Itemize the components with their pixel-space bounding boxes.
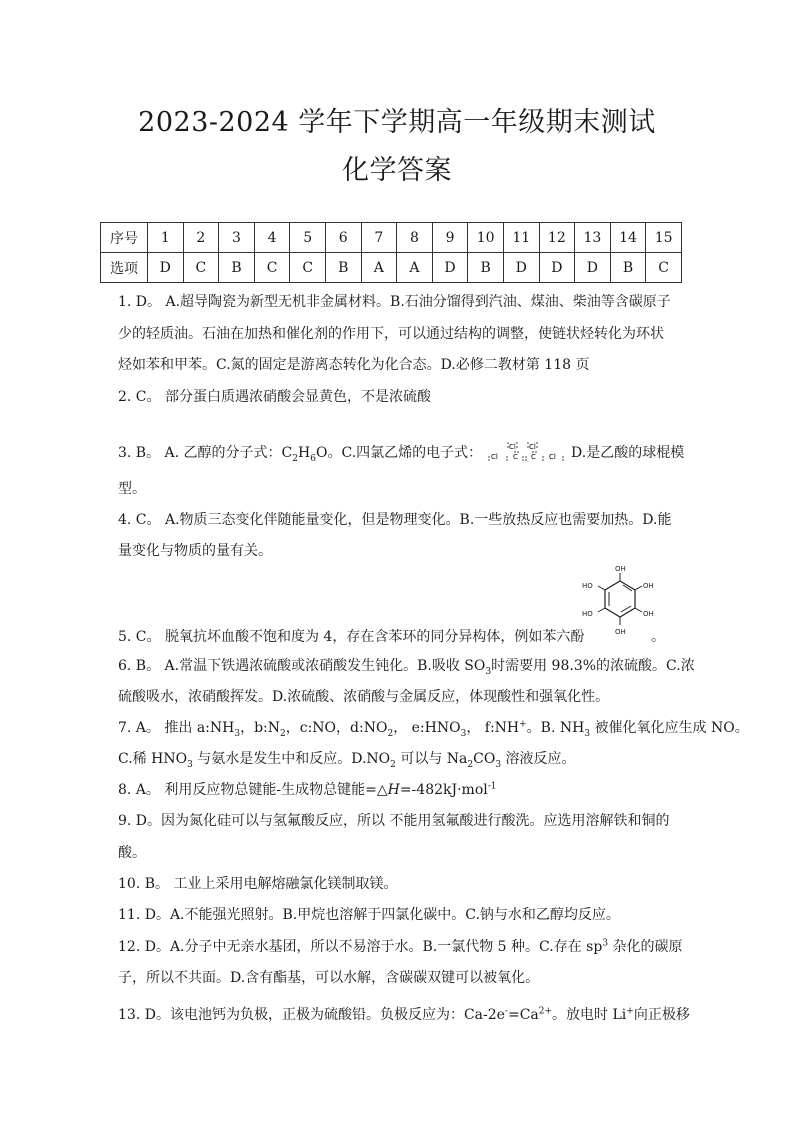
number-row (101, 223, 682, 253)
oh-label: OH (643, 582, 654, 590)
text-span: C.稀 HNO (118, 751, 188, 767)
answer-text-line: 烃如苯和甲苯。C.氮的固定是游离态转化为化合态。D.必修二教材第 118 页 (118, 357, 590, 373)
answer-table (100, 222, 682, 283)
text-span: 时需要用 98.3%的浓硫酸。C.浓 (491, 658, 695, 674)
answer-text-line: 量变化与物质的量有关。 (118, 543, 272, 559)
table-cell: D (575, 253, 611, 283)
text-span: 。B. NH (526, 720, 585, 736)
text-span: D.是乙酸的球棍模 (571, 445, 685, 461)
table-cell: 12 (539, 223, 575, 253)
answer-text-line (118, 626, 584, 646)
table-cell: 9 (432, 223, 468, 253)
italic-symbol: H (387, 782, 400, 798)
tetrachloroethylene-electron-formula (487, 441, 567, 465)
text-span: O。C.四氯乙烯的电子式： (315, 445, 483, 461)
text-span: 被催化氧化应生成 NO。 (590, 720, 749, 736)
text-span: 与氨水是发生中和反应。D.NO (192, 751, 391, 767)
superscript: - (504, 1006, 508, 1017)
table-cell: 10 (468, 223, 504, 253)
superscript: -1 (487, 781, 497, 792)
text-span: 向正极移 (633, 1007, 690, 1023)
answer-text-line (118, 779, 497, 799)
answer-text-line (118, 936, 683, 956)
subscript: 3 (187, 759, 193, 770)
table-cell: A (397, 253, 433, 283)
answer-text-line (118, 1004, 690, 1024)
lewis-cl: Cl (528, 443, 536, 451)
answer-text-line: 11. D。A.不能强光照射。B.甲烷也溶解于四氯化碳中。C.钠与水和乙醇均反应。 (118, 907, 620, 923)
table-cell: 2 (183, 223, 219, 253)
page-title: 2023-2024 学年下学期高一年级期末测试 (138, 107, 656, 138)
subscript: 2 (390, 759, 396, 770)
table-cell: B (219, 253, 255, 283)
answer-text-line: 2. C。 部分蛋白质遇浓硝酸会显黄色，不是浓硫酸 (118, 389, 431, 405)
oh-label: OH (643, 610, 654, 618)
subscript: 2 (280, 728, 286, 739)
subscript: 3 (485, 666, 492, 677)
table-cell: 11 (503, 223, 539, 253)
table-cell: 14 (610, 223, 646, 253)
table-cell: 6 (325, 223, 361, 253)
oh-label: OH (615, 628, 626, 636)
table-cell: C (290, 253, 326, 283)
table-cell: D (503, 253, 539, 283)
answer-text-line: 少的轻质油。石油在加热和催化剂的作用下，可以通过结构的调整，使链状烃转化为环状 (118, 326, 664, 342)
subscript: 3 (460, 728, 467, 739)
answer-text-line: 4. C。 A.物质三态变化伴随能量变化，但是物理变化。B.一些放热反应也需要加热。D.能 (118, 512, 672, 528)
table-cell: A (361, 253, 397, 283)
superscript: + (626, 1006, 634, 1017)
text-span: ， f:NH (466, 720, 520, 736)
text-span: ， e:HNO (393, 720, 461, 736)
lewis-c: C (530, 453, 536, 461)
text-span: 溶液反应。 (501, 751, 576, 767)
table-cell: 8 (397, 223, 433, 253)
subscript: 2 (467, 759, 474, 770)
table-cell: C (646, 253, 682, 283)
subscript: 3 (234, 728, 241, 739)
table-cell: 5 (290, 223, 326, 253)
answer-text-line (118, 748, 576, 770)
page-subtitle: 化学答案 (342, 155, 452, 186)
text-span: ，c:NO，d:NO (285, 720, 388, 736)
superscript: 3 (602, 938, 609, 949)
text-span: 杂化的碳原 (608, 939, 683, 955)
table-cell: 3 (219, 223, 255, 253)
text-span: 7. A。 推出 a:NH (118, 720, 235, 736)
answer-text-line: 型。 (118, 481, 146, 497)
lewis-cl: Cl (548, 453, 556, 461)
superscript: + (519, 719, 527, 730)
ho-label: HO (582, 610, 593, 618)
subscript: 2 (387, 728, 394, 739)
answer-text-line (118, 655, 695, 677)
table-cell: D (148, 253, 184, 283)
subscript: 2 (292, 453, 299, 464)
answer-text-line: 子，所以不共面。D.含有酯基，可以水解，含碳碳双键可以被氧化。 (118, 970, 540, 986)
table-cell: 7 (361, 223, 397, 253)
answer-text-line: 9. D。因为氮化硅可以与氢氟酸反应，所以 不能用氢氟酸进行酸洗。应选用溶解铁和铜的 (118, 813, 670, 829)
sentence-end-mark: 。 (651, 629, 665, 645)
text-span: 。放电时 Li (552, 1007, 627, 1023)
subscript: 6 (310, 453, 316, 464)
text-span: 13. D。该电池钙为负极，正极为硫酸铅。负极反应为：Ca-2e (118, 1007, 505, 1023)
text-span: =Ca (507, 1007, 539, 1023)
ho-label: HO (582, 582, 593, 590)
text-span: 5. C。 脱氧抗坏血酸不饱和度为 4，存在含苯环的同分异构体，例如苯六酚 (118, 629, 585, 645)
lewis-cl: Cl (490, 453, 498, 461)
table-cell: 13 (575, 223, 611, 253)
answer-text-line: 10. B。 工业上采用电解熔融氯化镁制取镁。 (118, 876, 398, 892)
table-cell: B (325, 253, 361, 283)
subscript: 3 (584, 728, 591, 739)
oh-label: OH (615, 565, 626, 573)
answer-row (101, 253, 682, 283)
text-span: 8. A。 利用反应物总键能-生成物总键能=△ (118, 782, 388, 798)
lewis-c: C (512, 453, 518, 461)
table-cell: C (254, 253, 290, 283)
superscript: 2+ (538, 1006, 553, 1017)
table-cell: B (468, 253, 504, 283)
text-span: 12. D。A.分子中无亲水基团，所以不易溶于水。B.一氯代物 5 种。C.存在 sp (118, 939, 603, 955)
lewis-cl: Cl (508, 443, 516, 451)
answer-text-line: 酸。 (118, 845, 146, 861)
table-cell: C (183, 253, 219, 283)
text-span: 可以与 Na (395, 751, 468, 767)
text-span: CO (473, 751, 496, 767)
text-span: ，b:N (240, 720, 281, 736)
number-row-label: 序号 (101, 223, 148, 253)
answer-row-label: 选项 (101, 253, 148, 283)
text-span: H (298, 445, 311, 461)
table-cell: 15 (646, 223, 682, 253)
table-cell: 4 (254, 223, 290, 253)
answer-text-line (118, 717, 749, 739)
subscript: 3 (495, 759, 502, 770)
table-cell: 1 (148, 223, 184, 253)
text-span: 6. B。 A.常温下铁遇浓硫酸或浓硝酸发生钝化。B.吸收 SO (118, 658, 486, 674)
table-cell: D (539, 253, 575, 283)
answer-text-line: 1. D。 A.超导陶瓷为新型无机非金属材料。B.石油分馏得到汽油、煤油、柴油等含碳原子 (118, 294, 671, 310)
text-span: =-482kJ·mol (399, 782, 488, 798)
answer-text-line: 硫酸吸水，浓硝酸挥发。D.浓硫酸、浓硝酸与金属反应，体现酸性和强氧化性。 (118, 689, 610, 705)
table-cell: B (610, 253, 646, 283)
answer-text-line (118, 441, 684, 465)
text-span: 3. B。 A. 乙醇的分子式：C (118, 445, 293, 461)
table-cell: D (432, 253, 468, 283)
